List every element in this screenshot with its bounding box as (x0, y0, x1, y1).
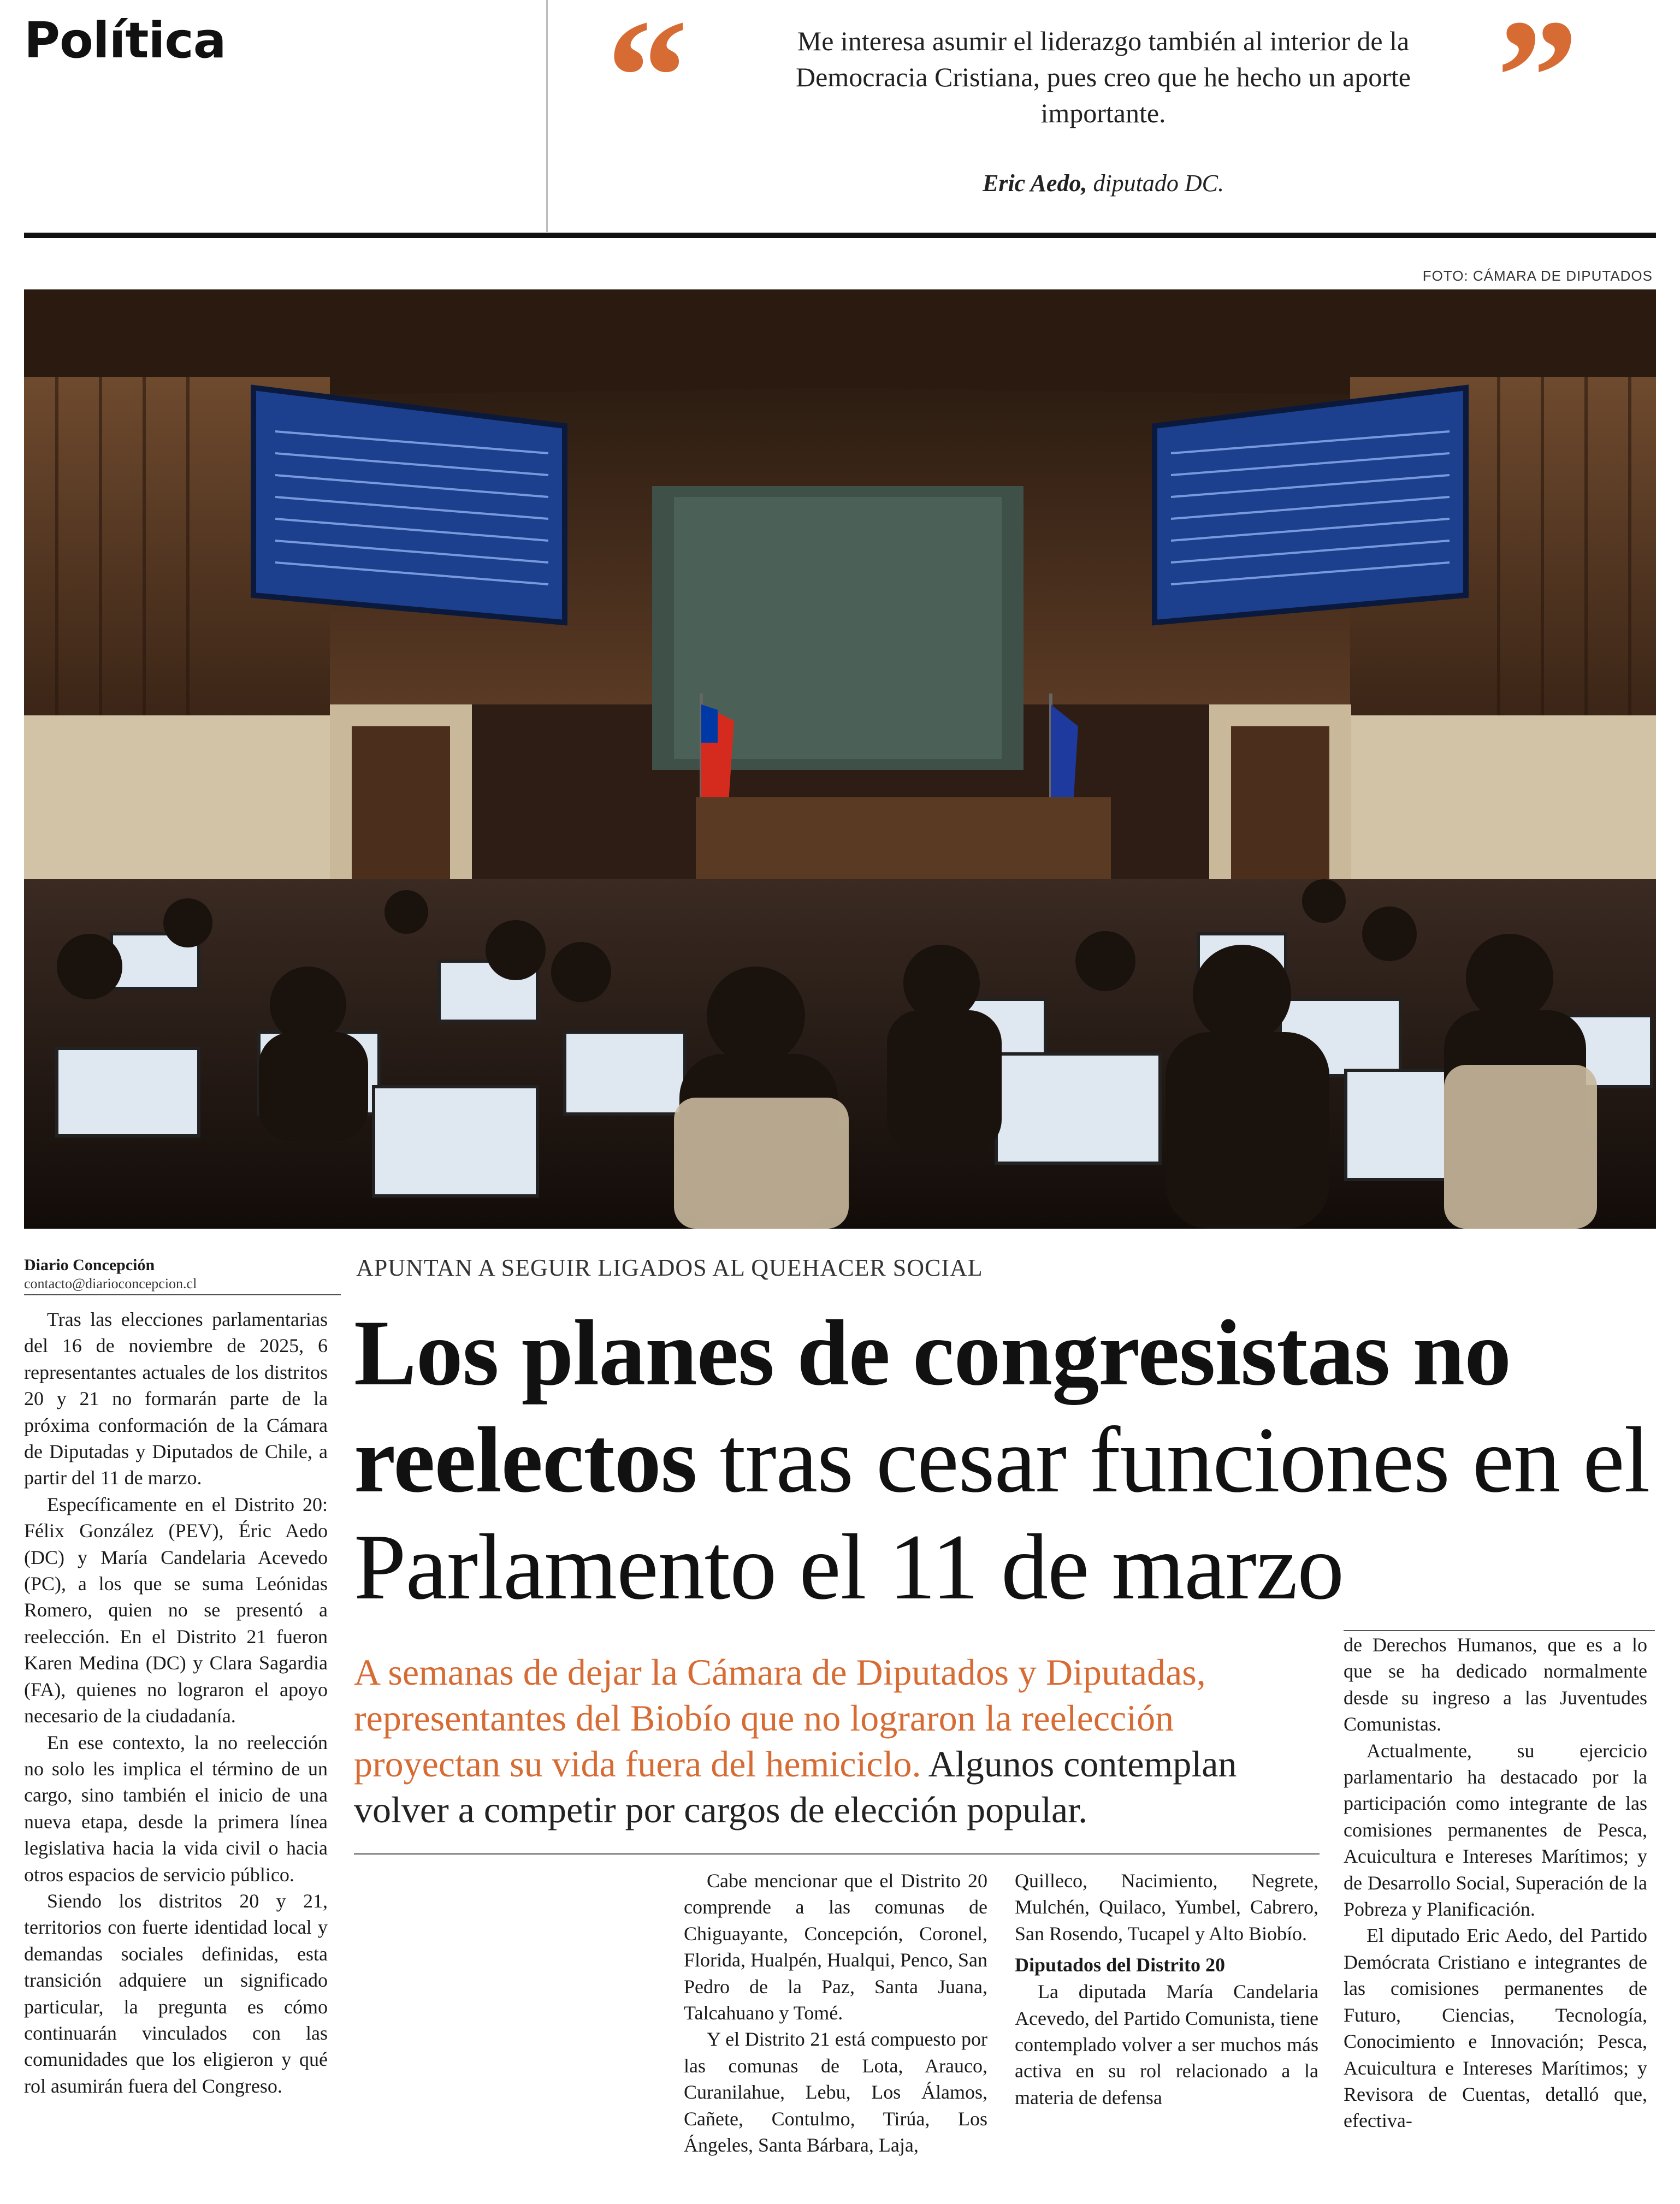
chamber-photo-illustration (24, 289, 1656, 1229)
body-column-3 (1015, 1868, 1318, 2111)
header-rule (24, 233, 1656, 238)
paragraph: El diputado Eric Aedo, del Partido Demócrata Cristiano e integrantes de las comisiones permanentes de Futuro, Ciencias, Tecnología, Conocimiento e Innovación; Pesca, Acuicultura e Intereses Marítimos; y Revisora de Cuentas, detalló que, efectiva- (1344, 1924, 1647, 2132)
kicker: APUNTAN A SEGUIR LIGADOS AL QUEHACER SOCIAL (356, 1254, 983, 1281)
chamber-photo (24, 289, 1656, 1229)
quote-attribution (743, 169, 1464, 197)
paragraph: Actualmente, su ejercicio parlamentario ha destacado por la participación como integrante de las comisiones permanentes de Pesca, Acuicultura e Intereses Marítimos; y de Desarrollo Social, Superación de la Pobreza y Planificación. (1344, 1739, 1647, 1921)
paragraph: En ese contexto, la no reelección no solo les implica el término de un cargo, sino también el inicio de una nueva etapa, desde la primera línea legislativa hacia la vida civil o hacia otros espacios de servicio público. (24, 1731, 328, 1886)
body-column-1 (24, 1306, 328, 2099)
headline-rest: tras cesar funciones en el Parlamento el 11 de marzo (354, 1408, 1650, 1619)
byline-rule (24, 1294, 341, 1295)
headline (354, 1300, 1654, 1621)
paragraph: de Derechos Humanos, que es a lo que se ha dedicado normalmente desde su ingreso a las Juventudes Comunistas. (1344, 1634, 1647, 1735)
body-column-4 (1344, 1632, 1647, 2134)
header-divider (546, 0, 548, 232)
byline-name: Diario Concepción (24, 1256, 155, 1274)
pull-quote: Me interesa asumir el liderazgo también al interior de la Democracia Cristiana, pues creo que he hecho un aporte importante. (796, 26, 1411, 128)
paragraph: Cabe mencionar que el Distrito 20 comprende a las comunas de Chiguayante, Concepción, Coronel, Florida, Hualpén, Hualqui, Penco, San Pedro de la Paz, Santa Juana, Talcahuano y Tomé. (684, 1870, 987, 2024)
byline-email[interactable]: contacto@diarioconcepcion.cl (24, 1276, 197, 1291)
open-quote-icon: “ (606, 0, 688, 167)
paragraph: La diputada María Candelaria Acevedo, del Partido Comunista, tiene contemplado volver a ser muchos más activa en su rol relacionado a la materia de defensa (1015, 1981, 1318, 2108)
photo-credit: FOTO: CÁMARA DE DIPUTADOS (1422, 268, 1653, 284)
close-quote-icon: ” (1496, 0, 1578, 167)
paragraph: Quilleco, Nacimiento, Negrete, Mulchén, Quilaco, Yumbel, Cabrero, San Rosendo, Tucapel y Alto Biobío. (1015, 1870, 1318, 1945)
quote-author: Eric Aedo, (982, 170, 1087, 197)
lead-highlight: A semanas de dejar la Cámara de Diputados y Diputadas, representantes del Biobío que no lograron la reelección proyectan su vida fuera del hemiciclo. (354, 1651, 1206, 1785)
section-title: Política (24, 12, 226, 69)
paragraph: Y el Distrito 21 está compuesto por las comunas de Lota, Arauco, Curanilahue, Lebu, Los Álamos, Cañete, Contulmo, Tirúa, Los Ángeles, Santa Bárbara, Laja, (684, 2028, 987, 2156)
lead (354, 1649, 1310, 1833)
subhead: Diputados del Distrito 20 (1015, 1954, 1226, 1976)
paragraph: Específicamente en el Distrito 20: Félix González (PEV), Éric Aedo (DC) y María Candelaria Acevedo (PC), a los que se suma Leónidas Romero, quien no se presentó a reelección. En el Distrito 21 fueron Karen Medina (DC) y Clara Sagardia (FA), quienes no lograron el apoyo necesario de la ciudadanía. (24, 1493, 328, 1727)
paragraph: Tras las elecciones parlamentarias del 16 de noviembre de 2025, 6 representantes actuales de los distritos 20 y 21 no formarán parte de la próxima conformación de la Cámara de Diputadas y Diputados de Chile, a partir del 11 de marzo. (24, 1308, 328, 1489)
headline-bold: Los planes de congresistas no reelectos (354, 1301, 1511, 1512)
body-column-2 (684, 1868, 987, 2158)
lead-rest: Algunos contemplan volver a competir por cargos de elección popular. (354, 1743, 1237, 1830)
lead-rule (354, 1853, 1320, 1855)
column-top-rule (1344, 1630, 1655, 1631)
quote-author-role: diputado DC. (1087, 170, 1224, 197)
paragraph: Siendo los distritos 20 y 21, territorios con fuerte identidad local y demandas sociales definidas, esta transición adquiere un significado particular, la pregunta es cómo continuarán vinculados con las comunidades que los eligieron y qué rol asumirán fuera del Congreso. (24, 1889, 328, 2097)
